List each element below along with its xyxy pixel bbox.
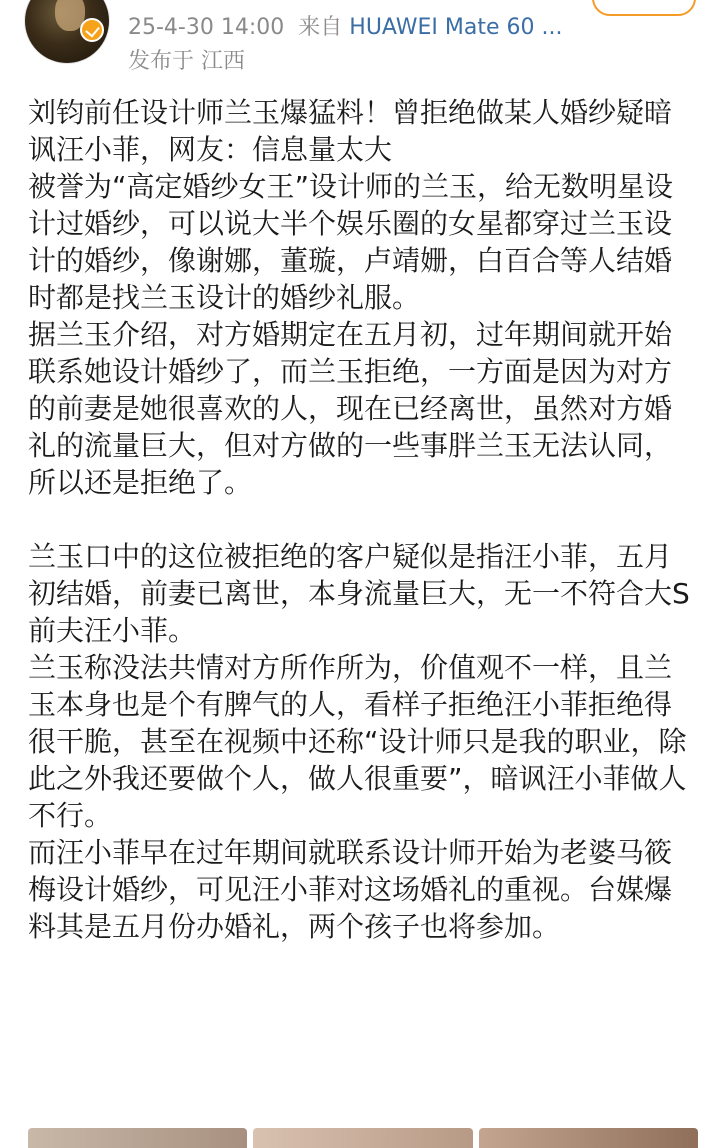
post-paragraph: 被誉为“高定婚纱女王”设计师的兰玉，给无数明星设计过婚纱，可以说大半个娱乐圈的女星都穿过兰玉设计的婚纱，像谢娜，董璇，卢靖姗，白百合等人结婚时都是找兰玉设计的婚纱礼服。 [28,170,674,314]
post-body [28,94,698,945]
post-image-thumbnail[interactable] [28,1128,247,1148]
post-image-strip [28,1128,698,1148]
follow-button[interactable] [592,0,696,16]
paragraph-spacer [28,501,698,538]
post-title: 刘钧前任设计师兰玉爆猛料！曾拒绝做某人婚纱疑暗讽汪小菲，网友：信息量太大 [28,96,673,166]
post-paragraph: 兰玉称没法共情对方所作所为，价值观不一样，且兰玉本身也是个有脾气的人，看样子拒绝汪小菲拒绝得很干脆，甚至在视频中还称“设计师只是我的职业，除此之外我还要做个人，做人很重要”，暗讽汪小菲做人不行。 [28,651,687,832]
source-prefix: 来自 [298,15,343,40]
post-timestamp: 25-4-30 14:00 [128,15,285,40]
verified-badge-icon [80,18,104,42]
post-location: 发布于 江西 [128,49,245,74]
post-image-thumbnail[interactable] [479,1128,698,1148]
post-paragraph: 据兰玉介绍，对方婚期定在五月初，过年期间就开始联系她设计婚纱了，而兰玉拒绝，一方面是因为对方的前妻是她很喜欢的人，现在已经离世，虽然对方婚礼的流量巨大，但对方做的一些事胖兰玉无法认同，所以还是拒绝了。 [28,318,673,499]
post-image-thumbnail[interactable] [253,1128,472,1148]
post-meta [128,14,563,42]
post-paragraph: 而汪小菲早在过年期间就联系设计师开始为老婆马筱梅设计婚纱，可见汪小菲对这场婚礼的重视。台媒爆料其是五月份办婚礼，两个孩子也将参加。 [28,836,673,943]
device-link[interactable]: HUAWEI Mate 60 ... [349,15,563,40]
post-paragraph: 兰玉口中的这位被拒绝的客户疑似是指汪小菲，五月初结婚，前妻已离世，本身流量巨大，无一不符合大S前夫汪小菲。 [28,540,690,647]
post-header [0,0,720,84]
